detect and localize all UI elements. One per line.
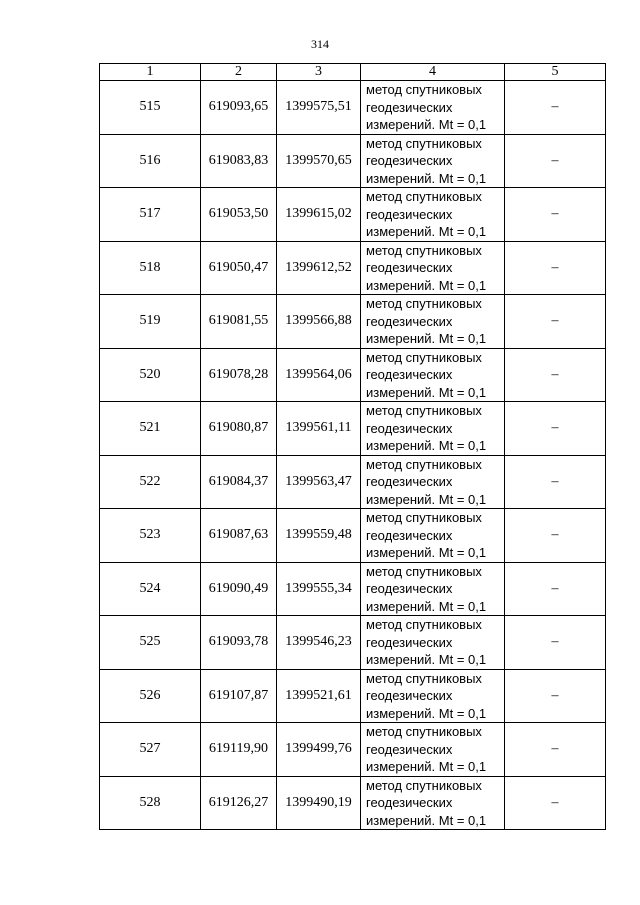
method-cell [361, 81, 505, 135]
x-coordinate-cell: 619050,47 [201, 241, 277, 295]
table-row [100, 348, 606, 402]
method-line: метод спутниковых [366, 189, 482, 204]
point-number-cell: 517 [100, 188, 201, 242]
method-line: метод спутниковых [366, 510, 482, 525]
method-line: измерений. Mt = 0,1 [366, 705, 487, 721]
table-row [100, 241, 606, 295]
method-line: измерений. Mt = 0,1 [366, 438, 487, 453]
accuracy-cell: – [505, 509, 606, 563]
method-line: геодезических [366, 527, 453, 543]
table-row [100, 402, 606, 456]
table-row [100, 134, 606, 188]
column-header-2: 2 [201, 64, 277, 81]
table-row [100, 509, 606, 563]
method-line: измерений. Mt = 0,1 [366, 117, 487, 132]
method-cell [361, 295, 505, 349]
point-number-cell: 515 [100, 81, 201, 135]
table-row [100, 295, 606, 349]
method-line: измерений. Mt = 0,1 [366, 491, 487, 507]
method-cell [361, 134, 505, 188]
column-header-5: 5 [505, 64, 606, 81]
point-number-cell: 525 [100, 616, 201, 670]
point-number-cell: 524 [100, 562, 201, 616]
x-coordinate-cell: 619081,55 [201, 295, 277, 349]
x-coordinate-cell: 619107,87 [201, 669, 277, 723]
point-number-cell: 528 [100, 776, 201, 830]
table-row [100, 723, 606, 777]
y-coordinate-cell: 1399521,61 [277, 669, 361, 723]
x-coordinate-cell: 619093,78 [201, 616, 277, 670]
x-coordinate-cell: 619126,27 [201, 776, 277, 830]
table-row [100, 669, 606, 723]
method-line: измерений. Mt = 0,1 [366, 384, 487, 400]
accuracy-cell: – [505, 669, 606, 723]
method-line: измерений. Mt = 0,1 [366, 812, 487, 828]
coordinates-table [99, 63, 606, 830]
y-coordinate-cell: 1399559,48 [277, 509, 361, 563]
x-coordinate-cell: 619090,49 [201, 562, 277, 616]
column-header-3: 3 [277, 64, 361, 81]
method-line: измерений. Mt = 0,1 [366, 224, 487, 239]
y-coordinate-cell: 1399561,11 [277, 402, 361, 456]
y-coordinate-cell: 1399612,52 [277, 241, 361, 295]
method-line: геодезических [366, 474, 453, 489]
method-cell [361, 455, 505, 509]
method-line: метод спутниковых [366, 403, 482, 418]
table-row [100, 188, 606, 242]
method-line: метод спутниковых [366, 296, 482, 311]
method-line: измерений. Mt = 0,1 [366, 545, 487, 560]
method-line: метод спутниковых [366, 563, 482, 579]
method-line: геодезических [366, 313, 453, 329]
method-line: измерений. Mt = 0,1 [366, 331, 487, 346]
column-header-1: 1 [100, 64, 201, 81]
method-line: метод спутниковых [366, 617, 482, 632]
accuracy-cell: – [505, 81, 606, 135]
table-row [100, 81, 606, 135]
accuracy-cell: – [505, 348, 606, 402]
point-number-cell: 519 [100, 295, 201, 349]
method-line: метод спутниковых [366, 82, 482, 97]
method-line: геодезических [366, 99, 453, 115]
method-line: метод спутниковых [366, 670, 482, 686]
method-line: геодезических [366, 367, 453, 382]
method-cell [361, 562, 505, 616]
x-coordinate-cell: 619078,28 [201, 348, 277, 402]
method-cell [361, 669, 505, 723]
method-cell [361, 188, 505, 242]
y-coordinate-cell: 1399564,06 [277, 348, 361, 402]
accuracy-cell: – [505, 562, 606, 616]
x-coordinate-cell: 619083,83 [201, 134, 277, 188]
x-coordinate-cell: 619080,87 [201, 402, 277, 456]
method-cell [361, 509, 505, 563]
method-line: геодезических [366, 634, 453, 650]
method-line: геодезических [366, 741, 453, 757]
method-line: геодезических [366, 260, 453, 275]
method-line: метод спутниковых [366, 349, 482, 365]
y-coordinate-cell: 1399575,51 [277, 81, 361, 135]
method-line: измерений. Mt = 0,1 [366, 598, 487, 614]
method-line: измерений. Mt = 0,1 [366, 277, 487, 293]
y-coordinate-cell: 1399499,76 [277, 723, 361, 777]
x-coordinate-cell: 619119,90 [201, 723, 277, 777]
column-header-4: 4 [361, 64, 505, 81]
accuracy-cell: – [505, 295, 606, 349]
point-number-cell: 526 [100, 669, 201, 723]
y-coordinate-cell: 1399546,23 [277, 616, 361, 670]
point-number-cell: 516 [100, 134, 201, 188]
page-number: 314 [311, 37, 329, 51]
method-line: геодезических [366, 153, 453, 168]
method-cell [361, 776, 505, 830]
x-coordinate-cell: 619093,65 [201, 81, 277, 135]
method-cell [361, 616, 505, 670]
accuracy-cell: – [505, 455, 606, 509]
point-number-cell: 518 [100, 241, 201, 295]
y-coordinate-cell: 1399615,02 [277, 188, 361, 242]
point-number-cell: 522 [100, 455, 201, 509]
y-coordinate-cell: 1399490,19 [277, 776, 361, 830]
point-number-cell: 523 [100, 509, 201, 563]
y-coordinate-cell: 1399563,47 [277, 455, 361, 509]
accuracy-cell: – [505, 776, 606, 830]
table-row [100, 776, 606, 830]
table-row [100, 562, 606, 616]
accuracy-cell: – [505, 241, 606, 295]
method-line: метод спутниковых [366, 777, 482, 793]
table-header-row [100, 64, 606, 81]
method-line: геодезических [366, 420, 453, 436]
y-coordinate-cell: 1399570,65 [277, 134, 361, 188]
accuracy-cell: – [505, 616, 606, 670]
accuracy-cell: – [505, 402, 606, 456]
method-line: геодезических [366, 581, 453, 596]
method-line: метод спутниковых [366, 724, 482, 739]
method-line: геодезических [366, 688, 453, 703]
method-line: метод спутниковых [366, 242, 482, 258]
method-line: метод спутниковых [366, 135, 482, 151]
accuracy-cell: – [505, 188, 606, 242]
x-coordinate-cell: 619087,63 [201, 509, 277, 563]
accuracy-cell: – [505, 723, 606, 777]
point-number-cell: 521 [100, 402, 201, 456]
method-line: измерений. Mt = 0,1 [366, 170, 487, 186]
accuracy-cell: – [505, 134, 606, 188]
x-coordinate-cell: 619084,37 [201, 455, 277, 509]
method-cell [361, 723, 505, 777]
table-row [100, 455, 606, 509]
method-cell [361, 348, 505, 402]
method-cell [361, 241, 505, 295]
y-coordinate-cell: 1399566,88 [277, 295, 361, 349]
method-line: метод спутниковых [366, 456, 482, 472]
method-line: геодезических [366, 206, 453, 222]
method-cell [361, 402, 505, 456]
x-coordinate-cell: 619053,50 [201, 188, 277, 242]
method-line: геодезических [366, 795, 453, 810]
method-line: измерений. Mt = 0,1 [366, 652, 487, 667]
method-line: измерений. Mt = 0,1 [366, 759, 487, 774]
point-number-cell: 520 [100, 348, 201, 402]
table-row [100, 616, 606, 670]
y-coordinate-cell: 1399555,34 [277, 562, 361, 616]
point-number-cell: 527 [100, 723, 201, 777]
